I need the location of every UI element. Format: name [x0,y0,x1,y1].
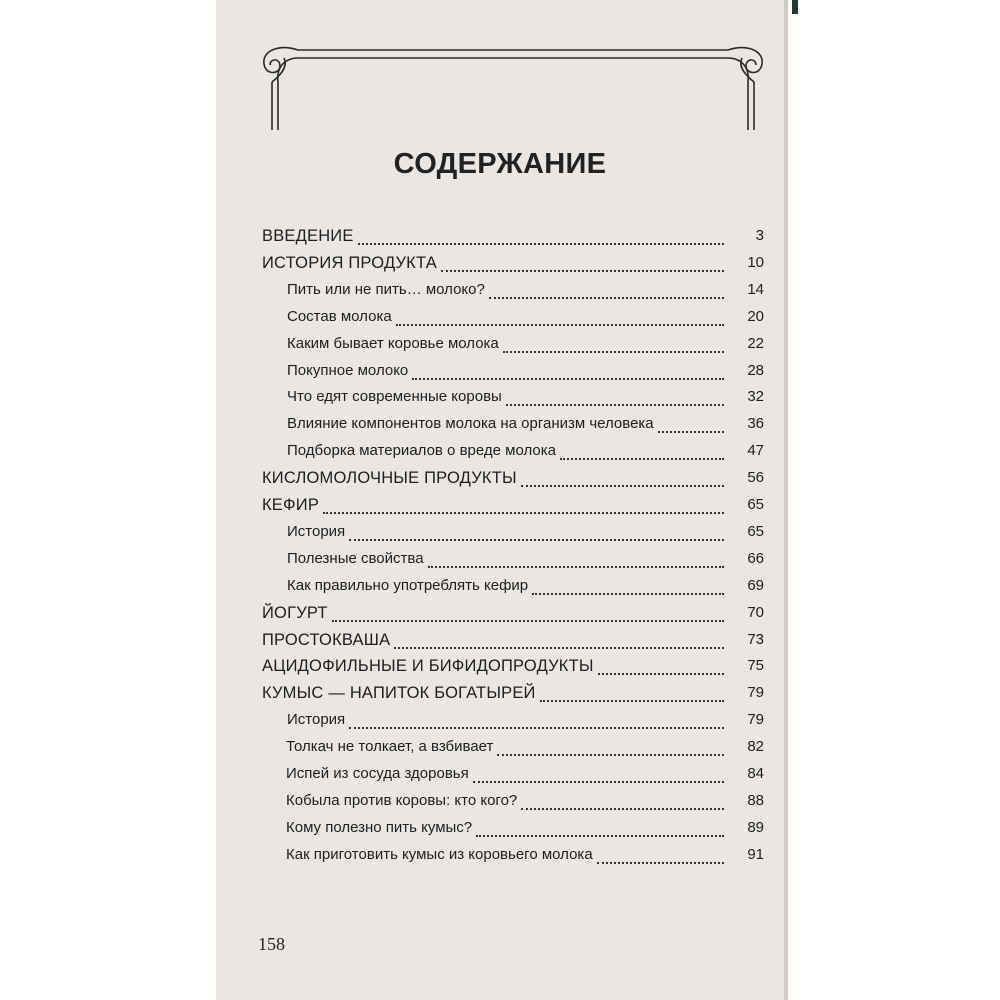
toc-entry-title: Кому полезно пить кумыс? [286,819,473,836]
toc-entry [0,576,1000,602]
toc-entry [0,764,1000,790]
toc-leader-dots [396,324,724,326]
toc-leader-dots [349,727,724,729]
toc-entry-title: Состав молока [287,308,392,325]
toc-leader-dots [473,781,724,783]
toc-entry-page: 32 [747,388,764,405]
toc-leader-dots [503,351,724,353]
toc-entry [0,253,1000,279]
toc-entry-page: 79 [747,711,764,728]
toc-entry [0,307,1000,333]
toc-entry-page: 73 [747,631,764,648]
toc-entry-page: 69 [747,577,764,594]
toc-entry [0,818,1000,844]
toc-entry [0,656,1000,682]
toc-entry-page: 89 [747,819,764,836]
toc-entry [0,791,1000,817]
toc-entry-title: Толкач не толкает, а взбивает [286,738,494,755]
toc-leader-dots [358,243,724,245]
toc-entry-title: Кобыла против коровы: кто кого? [286,792,518,809]
toc-entry-page: 84 [747,765,764,782]
toc-leader-dots [323,512,724,514]
toc-entry [0,441,1000,467]
toc-entry-page: 10 [747,254,764,271]
toc-leader-dots [332,620,724,622]
toc-entry-page: 36 [747,415,764,432]
toc-entry [0,334,1000,360]
toc-leader-dots [540,700,724,702]
toc-entry [0,710,1000,736]
toc-entry [0,387,1000,413]
toc-entry [0,414,1000,440]
toc-entry-page: 82 [747,738,764,755]
toc-entry-title: Как приготовить кумыс из коровьего молока [286,846,593,863]
toc-entry-title: КЕФИР [262,496,320,514]
cover-edge [792,0,798,14]
toc-entry-title: Подборка материалов о вреде молока [287,442,556,459]
toc-entry-title: ВВЕДЕНИЕ [262,227,354,245]
toc-entry-page: 3 [755,227,764,244]
toc-entry-title: ПРОСТОКВАША [262,631,391,649]
toc-leader-dots [597,862,724,864]
toc-entry [0,226,1000,252]
toc-entry-page: 79 [747,684,764,701]
toc-entry-title: История [287,523,346,540]
toc-entry-page: 65 [747,523,764,540]
toc-entry [0,845,1000,871]
toc-entry-page: 88 [747,792,764,809]
toc-entry [0,549,1000,575]
toc-entry-page: 22 [747,335,764,352]
toc-leader-dots [521,808,724,810]
toc-entry-title: КИСЛОМОЛОЧНЫЕ ПРОДУКТЫ [262,469,517,487]
toc-entry-title: История [287,711,346,728]
toc-entry-page: 70 [747,604,764,621]
toc-entry-page: 56 [747,469,764,486]
toc-entry-title: ИСТОРИЯ ПРОДУКТА [262,254,437,272]
toc-entry-page: 47 [747,442,764,459]
toc-entry-title: КУМЫС — НАПИТОК БОГАТЫРЕЙ [262,684,536,702]
toc-entry-title: Влияние компонентов молока на организм человека [287,415,654,432]
toc-entry-page: 65 [747,496,764,513]
page-title: СОДЕРЖАНИЕ [393,148,607,180]
page-number: 158 [258,934,285,954]
toc-entry-title: Как правильно употреблять кефир [287,577,529,594]
toc-entry [0,495,1000,521]
toc-entry-page: 66 [747,550,764,567]
toc-leader-dots [489,297,724,299]
toc-entry-page: 14 [747,281,764,298]
toc-leader-dots [532,593,724,595]
toc-leader-dots [560,458,724,460]
toc-entry [0,468,1000,494]
toc-entry-page: 91 [747,846,764,863]
toc-leader-dots [506,404,724,406]
toc-entry-title: ЙОГУРТ [262,604,328,622]
toc-leader-dots [598,673,724,675]
toc-leader-dots [497,754,724,756]
toc-entry [0,683,1000,709]
toc-leader-dots [412,378,724,380]
toc-leader-dots [394,647,724,649]
toc-leader-dots [658,431,724,433]
toc-leader-dots [476,835,724,837]
toc-entry-page: 28 [747,362,764,379]
toc-entry-title: Пить или не пить… молоко? [287,281,485,298]
toc-entry-page: 20 [747,308,764,325]
toc-entry-title: Полезные свойства [287,550,424,567]
toc-entry [0,361,1000,387]
toc-leader-dots [428,566,724,568]
toc-leader-dots [349,539,724,541]
toc-entry-title: Покупное молоко [287,362,409,379]
toc-leader-dots [441,270,724,272]
decorative-frame-ornament [258,38,768,138]
toc-entry-title: Испей из сосуда здоровья [286,765,469,782]
toc-entry [0,522,1000,548]
toc-entry [0,603,1000,629]
toc-entry-page: 75 [747,657,764,674]
toc-entry-title: АЦИДОФИЛЬНЫЕ И БИФИДОПРОДУКТЫ [262,657,594,675]
toc-entry-title: Что едят современные коровы [287,388,502,405]
toc-entry [0,737,1000,763]
toc-entry [0,280,1000,306]
toc-entry-title: Каким бывает коровье молока [287,335,499,352]
toc-leader-dots [521,485,724,487]
toc-entry [0,630,1000,656]
